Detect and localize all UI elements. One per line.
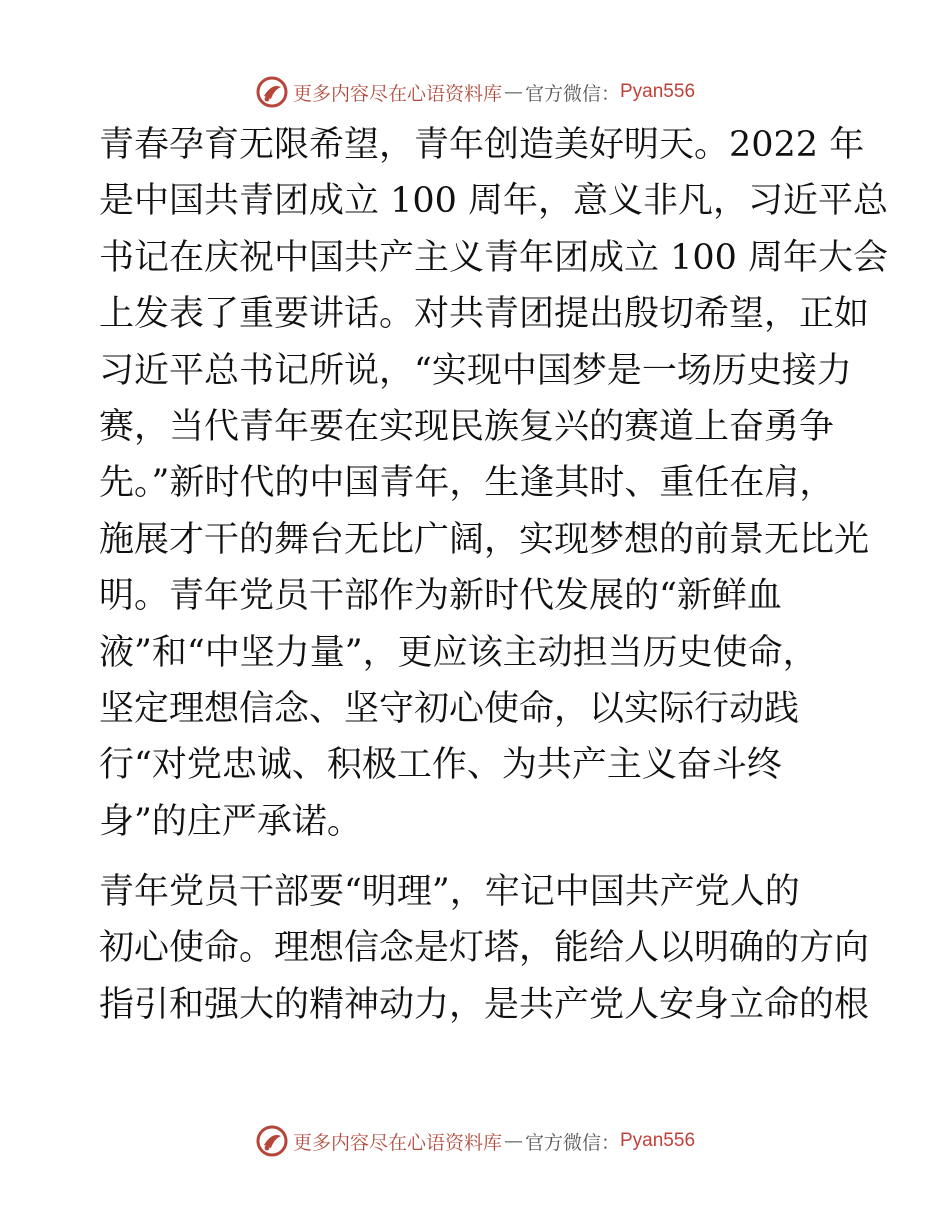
watermark-text: 更多内容尽在心语资料库 <box>292 1131 502 1154</box>
watermark-wechat-id: Pyan556 <box>620 1130 696 1151</box>
text-line: 施展才干的舞台无比广阔，实现梦想的前景无比光 <box>99 519 870 560</box>
watermark-text: 更多内容尽在心语资料库 <box>292 82 502 105</box>
watermark-footer <box>0 1121 950 1161</box>
paragraph <box>99 117 889 850</box>
logo-icon <box>255 1124 289 1158</box>
watermark-separator: — <box>503 1130 523 1152</box>
text-line: 先。”新时代的中国青年，生逢其时、重任在肩， <box>99 463 835 504</box>
watermark-wechat-id: Pyan556 <box>620 81 696 102</box>
text-line: 行“对党忠诚、积极工作、为共产主义奋斗终 <box>99 745 782 786</box>
watermark-wechat-label: 官方微信： <box>524 1131 620 1154</box>
document-body <box>99 117 889 1033</box>
text-line: 明。青年党员干部作为新时代发展的“新鲜血 <box>99 576 782 617</box>
watermark-header <box>0 72 950 112</box>
text-line: 青年党员干部要“明理”，牢记中国共产党人的 <box>99 872 800 913</box>
text-line: 指引和强大的精神动力，是共产党人安身立命的根 <box>99 984 870 1025</box>
text-line: 是中国共青团成立 100 周年，意义非凡，习近平总 <box>99 181 889 222</box>
watermark-separator: — <box>503 81 523 103</box>
text-line: 赛，当代青年要在实现民族复兴的赛道上奋勇争 <box>99 406 835 447</box>
paragraph <box>99 864 869 1033</box>
text-line: 液”和“中坚力量”，更应该主动担当历史使命， <box>99 632 818 673</box>
text-line: 上发表了重要讲话。对共青团提出殷切希望，正如 <box>99 294 870 335</box>
text-line: 青春孕育无限希望，青年创造美好明天。2022 年 <box>99 125 865 165</box>
paragraph-gap <box>99 850 869 864</box>
text-line: 书记在庆祝中国共产主义青年团成立 100 周年大会 <box>99 237 889 278</box>
watermark-wechat-label: 官方微信： <box>524 82 620 105</box>
text-line: 身”的庄严承诺。 <box>99 801 362 842</box>
logo-icon <box>255 75 289 109</box>
text-line: 习近平总书记所说，“实现中国梦是一场历史接力 <box>99 350 852 391</box>
text-line: 初心使命。理想信念是灯塔，能给人以明确的方向 <box>99 928 870 969</box>
text-line: 坚定理想信念、坚守初心使命，以实际行动践 <box>99 688 800 729</box>
